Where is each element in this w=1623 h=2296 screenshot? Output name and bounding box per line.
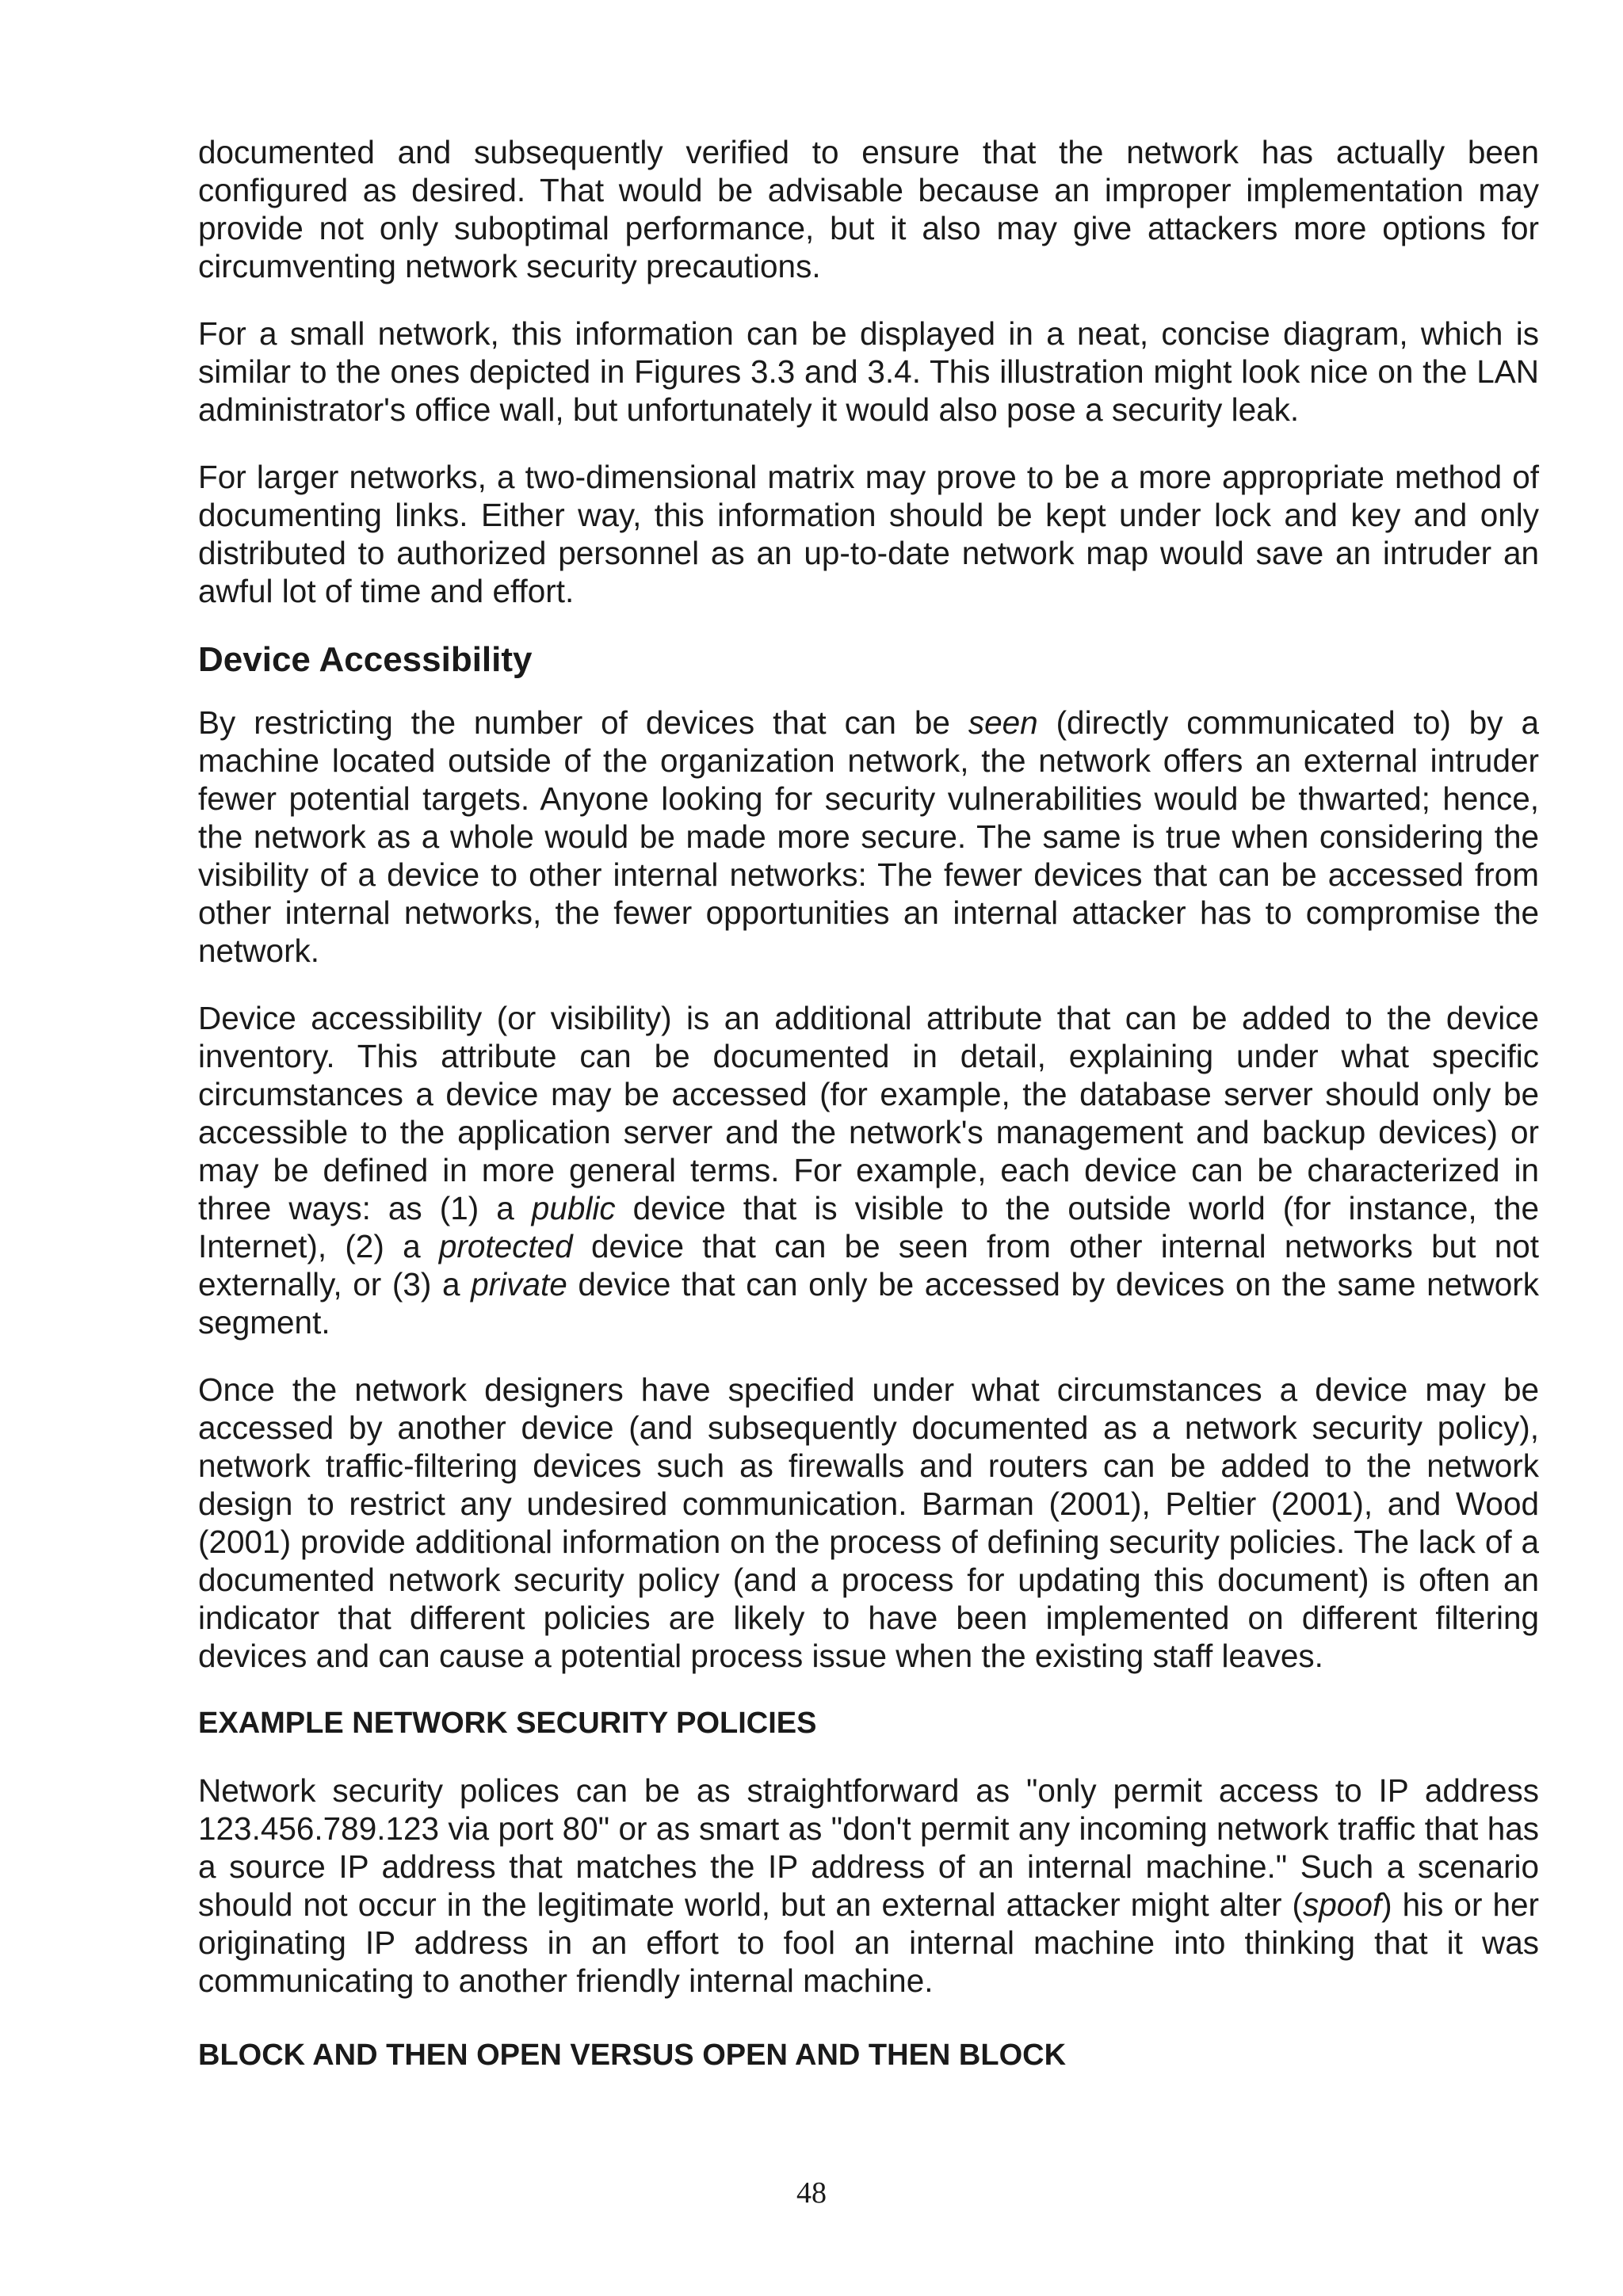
text-fragment: Network security polices can be as straightforward as "only permit access to IP address 123.456.789.123 via port 80" or as smart as "don't permit any incoming network traffic that has a source IP address that matches the IP address of an internal machine." Such a scenario should not occur in the legitimate world, but an external attacker might alter ( (198, 1772, 1539, 1923)
paragraph-restricting-devices (198, 704, 1539, 970)
text-fragment: ) his or her originating IP address in an effort to fool an internal machine into thinking that it was communicating to another friendly internal machine. (198, 1886, 1539, 1999)
italic-term-spoof: spoof (1303, 1886, 1382, 1923)
heading-block-then-open: BLOCK AND THEN OPEN VERSUS OPEN AND THEN BLOCK (198, 2039, 1067, 2072)
paragraph-security-policy: Once the network designers have specified under what circumstances a device may be accessed by another device (and subsequently documented as a network security policy), network traffic-filtering devices such as firewalls and routers can be added to the network design to restrict any undesired communication. Barman (2001), Peltier (2001), and Wood (2001) provide additional information on the process of defining security policies. The lack of a documented network security policy (and a process for updating this document) is often an indicator that different policies are likely to have been implemented on different filtering devices and can cause a potential process issue when the existing staff leaves. (198, 1371, 1539, 1674)
paragraph-device-visibility-attribute (198, 999, 1539, 1341)
paragraph-network-documentation: documented and subsequently verified to ensure that the network has actually been configured as desired. That would be advisable because an improper implementation may provide not only suboptimal performance, but it also may give attackers more options for circumventing network security precautions. (198, 134, 1539, 284)
heading-example-policies: EXAMPLE NETWORK SECURITY POLICIES (198, 1707, 817, 1740)
italic-term-protected: protected (438, 1228, 573, 1264)
paragraph-policy-examples (198, 1772, 1539, 2000)
text-fragment: device that is visible to the outside world (for instance, the Internet), (2) a (198, 1190, 1539, 1264)
heading-device-accessibility: Device Accessibility (198, 640, 533, 679)
page-body (198, 133, 1539, 2103)
italic-term-seen: seen (968, 704, 1038, 741)
paragraph-small-network-diagram: For a small network, this information can be displayed in a neat, concise diagram, which is similar to the ones depicted in Figures 3.3 and 3.4. This illustration might look nice on the LAN administrator's office wall, but unfortunately it would also pose a security leak. (198, 315, 1539, 428)
italic-term-public: public (531, 1190, 616, 1226)
text-fragment: device that can only be accessed by devices on the same network segment. (198, 1266, 1539, 1341)
text-fragment: Device accessibility (or visibility) is an additional attribute that can be added to the device inventory. This attribute can be documented in detail, explaining under what specific circumstances a device may be accessed (for example, the database server should only be accessible to the application server and the network's management and backup devices) or may be defined in more general terms. For example, each device can be characterized in three ways: as (1) a (198, 1000, 1539, 1226)
italic-term-private: private (471, 1266, 567, 1302)
paragraph-larger-networks-matrix: For larger networks, a two-dimensional matrix may prove to be a more appropriate method of documenting links. Either way, this information should be kept under lock and key and only distributed to authorized personnel as an up-to-date network map would save an intruder an awful lot of time and effort. (198, 459, 1539, 609)
page-number: 48 (796, 2176, 827, 2210)
text-fragment: By restricting the number of devices that can be (198, 704, 968, 741)
text-fragment: device that can be seen from other internal networks but not externally, or (3) a (198, 1228, 1540, 1302)
text-fragment: (directly communicated to) by a machine located outside of the organization network, the network offers an external intruder fewer potential targets. Anyone looking for security vulnerabilities would be thwarted; hence, the network as a whole would be made more secure. The same is true when considering the visibility of a device to other internal networks: The fewer devices that can be accessed from other internal networks, the fewer opportunities an internal attacker has to compromise the network. (198, 704, 1539, 969)
